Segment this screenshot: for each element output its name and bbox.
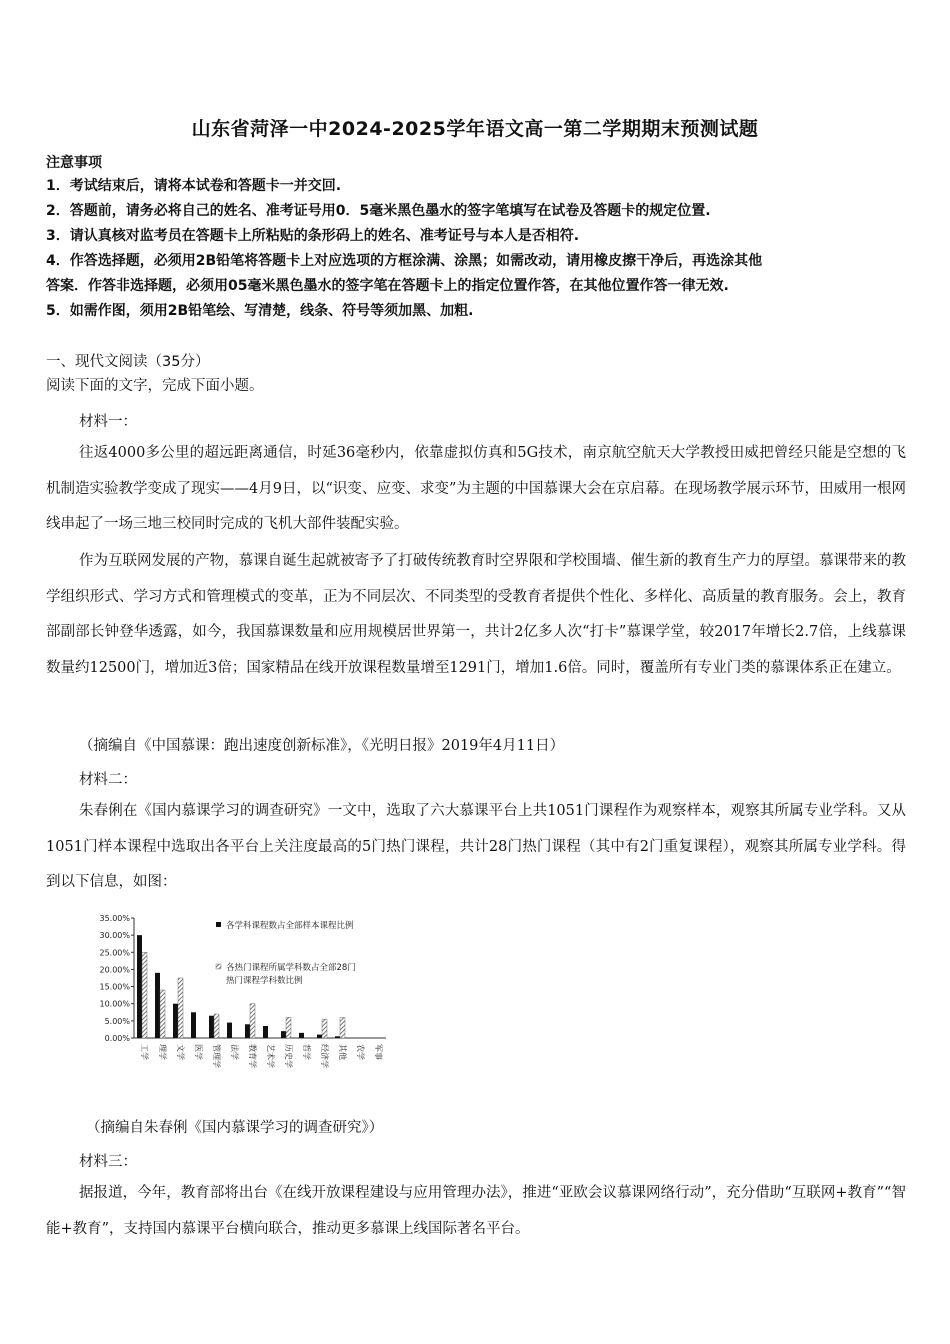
bar-sample-courses [173,1004,178,1038]
y-tick-label: 30.00% [99,931,130,941]
note-item: 4．作答选择题，必须用2B铅笔将答题卡上对应选项的方框涂满、涂黑；如需改动，请用橡皮擦干净后，再选涂其他 [46,253,763,269]
bar-sample-courses [137,935,142,1038]
y-tick-label: 20.00% [99,965,130,975]
x-tick-label: 哲学 [302,1044,311,1060]
section-instruction: 阅读下面的文字，完成下面小题。 [46,378,264,394]
material1-paragraph-1: 往返4000多公里的超远距离通信，时延36毫秒内，依靠虚拟仿真和5G技术，南京航空航天大学教授田威把曾经只能是空想的飞机制造实验教学变成了现实——4月9日，以“识变、应变、求变”为主题的中国慕课大会在京启幕。在现场教学展示环节，田威用一根网线串起了一场三地三校同时完成的飞机大部件装配实验。 [46,445,906,532]
bar-sample-courses [317,1035,322,1038]
x-tick-label: 经济学 [320,1044,329,1068]
bar-sample-courses [209,1016,214,1038]
bar-hot-courses [160,990,165,1038]
y-tick-label: 25.00% [99,948,130,958]
y-tick-label: 0.00% [104,1034,130,1043]
note-item: 3．请认真核对监考员在答题卡上所粘贴的条形码上的姓名、准考证号与本人是否相符. [46,228,580,244]
bar-hot-courses [340,1017,345,1038]
notes-heading: 注意事项 [46,155,102,171]
x-tick-label: 医学 [194,1044,203,1060]
bar-sample-courses [263,1026,268,1038]
bar-hot-courses [250,1004,255,1038]
material-label: 材料二： [79,772,137,788]
note-item: 2．答题前，请务必将自己的姓名、准考证号用0．5毫米黑色墨水的签字笔填写在试卷及答题卡的规定位置. [46,203,711,219]
material2-source: （摘编自朱春俐《国内慕课学习的调查研究》） [86,1120,384,1136]
y-tick-label: 15.00% [99,982,130,992]
material1-paragraph-2: 作为互联网发展的产物，慕课自诞生起就被寄予了打破传统教育时空界限和学校围墙、催生新的教育生产力的厚望。慕课带来的教学组织形式、学习方式和管理模式的变革，正为不同层次、不同类型的受教育者提供个性化、多样化、高质量的教育服务。会上，教育部副部长钟登华透露，如今，我国慕课数量和应用规模居世界第一，共计2亿多人次“打卡”慕课学堂，较2017年增长2.7倍，上线慕课数量约12500门，增加近3倍；国家精品在线开放课程数量增至1291门，增加1.6倍。同时，覆盖所有专业门类的慕课体系正在建立。 [46,553,906,676]
note-item: 1．考试结束后，请将本试卷和答题卡一并交回. [46,178,342,194]
bar-hot-courses [214,1014,219,1038]
x-tick-label: 农学 [356,1044,365,1060]
legend-swatch-sample [216,922,221,927]
y-tick-label: 5.00% [104,1016,130,1026]
legend-label-hot-cont: 热门课程学科数比例 [226,976,303,986]
x-tick-label: 工学 [140,1044,149,1060]
legend-swatch-hot [216,964,221,969]
page-title: 山东省菏泽一中2024-2025学年语文高一第二学期期末预测试题 [191,118,759,140]
y-tick-label: 35.00% [99,914,130,923]
bar-sample-courses [281,1031,286,1038]
material-label: 材料一： [79,414,137,430]
bar-sample-courses [227,1023,232,1038]
material3-paragraph-1: 据报道，今年，教育部将出台《在线开放课程建设与应用管理办法》，推进“亚欧会议慕课网络行动”，充分借助“互联网+教育”“智能+教育”，支持国内慕课平台横向联合，推动更多慕课上线国际著名平台。 [46,1185,906,1237]
x-tick-label: 其他 [338,1044,347,1060]
section-heading: 一、现代文阅读（35分） [46,354,210,370]
material-label: 材料三： [79,1154,137,1170]
y-tick-label: 10.00% [99,999,130,1009]
legend-label-hot: 各热门课程所属学科数占全部28门 [226,963,356,973]
x-tick-label: 艺术学 [266,1044,275,1068]
x-tick-label: 军事 [374,1044,383,1060]
x-tick-label: 教育学 [248,1044,257,1068]
bar-sample-courses [191,1012,196,1038]
bar-sample-courses [245,1024,250,1038]
legend-label-sample: 各学科课程数占全部样本课程比例 [226,921,354,931]
bar-hot-courses [178,978,183,1038]
material1-source: （摘编自《中国慕课：跑出速度创新标准》，《光明日报》2019年4月11日） [79,738,565,754]
course-subject-bar-chart [86,910,426,1090]
bar-hot-courses [322,1019,327,1038]
bar-hot-courses [286,1017,291,1038]
x-tick-label: 管理学 [212,1044,221,1068]
x-tick-label: 理学 [158,1044,167,1060]
bar-hot-courses [142,952,147,1038]
note-item: 5．如需作图，须用2B铅笔绘、写清楚，线条、符号等须加黑、加粗. [46,303,474,319]
note-item: 答案．作答非选择题，必须用05毫米黑色墨水的签字笔在答题卡上的指定位置作答，在其他位置作答一律无效. [46,278,729,294]
material2-paragraph-1: 朱春俐在《国内慕课学习的调查研究》一文中，选取了六大慕课平台上共1051门课程作为观察样本，观察其所属专业学科。又从1051门样本课程中选取出各平台上关注度最高的5门热门课程，共计28门热门课程（其中有2门重复课程），观察其所属专业学科。得到以下信息，如图： [46,803,906,890]
bar-sample-courses [299,1033,304,1038]
x-tick-label: 历史学 [284,1044,293,1068]
bar-sample-courses [335,1036,340,1038]
x-tick-label: 法学 [230,1044,239,1060]
bar-sample-courses [155,973,160,1038]
x-tick-label: 文学 [176,1044,185,1060]
